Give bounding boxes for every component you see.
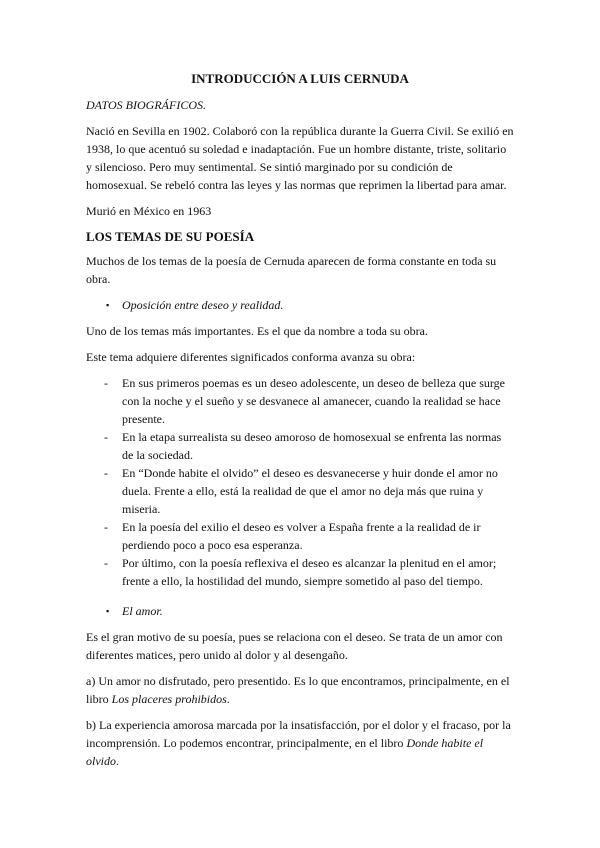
theme2-point-a — [86, 672, 514, 708]
point-b-text: b) La experiencia amorosa marcada por la insatisfacción, por el dolor y el fracaso, por la incomprensión. Lo podemos encontrar, principalmente, en el libro — [86, 718, 511, 750]
dash-icon: - — [104, 520, 108, 534]
bio-paragraph: Nació en Sevilla en 1902. Colaboró con la república durante la Guerra Civil. Se exilió en 1938, lo que acentuó su soledad e inadaptación. Fue un hombre distante, triste, solitario y silencioso. Pero muy sentimental. Se sintió marginado por su condición de homosexual. Se rebeló contra las leyes y las normas que reprimen la libertad para amar. — [86, 124, 514, 192]
point-a-end: . — [226, 692, 230, 706]
list-item-text: Por último, con la poesía reflexiva el deseo es alcanzar la plenitud en el amor; frente a ello, la hostilidad del mundo, siempre sometido al paso del tiempo. — [122, 556, 497, 588]
list-item — [86, 554, 514, 590]
dash-icon: - — [104, 556, 108, 570]
bullet-icon: ▪ — [106, 300, 110, 310]
theme2-label: El amor. — [122, 604, 163, 618]
dash-icon: - — [104, 376, 108, 390]
bio-heading: DATOS BIOGRÁFICOS. — [86, 98, 206, 112]
dash-icon: - — [104, 466, 108, 480]
point-a-book-title: Los placeres prohibidos — [111, 692, 227, 706]
list-item-text: En la etapa surrealista su deseo amoroso de homosexual se enfrenta las normas de la sociedad. — [122, 430, 502, 462]
bullet-icon: ▪ — [106, 606, 110, 616]
dash-icon: - — [104, 430, 108, 444]
theme2-paragraph-1: Es el gran motivo de su poesía, pues se relaciona con el deseo. Se trata de un amor con diferentes matices, pero unido al dolor y al desengaño. — [86, 630, 503, 662]
list-item — [86, 374, 514, 428]
theme1-bullet — [86, 296, 514, 314]
document-title: INTRODUCCIÓN A LUIS CERNUDA — [191, 71, 409, 86]
themes-heading: LOS TEMAS DE SU POESÍA — [86, 229, 255, 244]
theme1-bullet-list — [86, 296, 514, 314]
list-item-text: En “Donde habite el olvido” el deseo es desvanecerse y huir donde el amor no duela. Frente a ello, está la realidad de que el amor no deja más que ruina y miseria. — [122, 466, 498, 516]
list-item — [86, 518, 514, 554]
theme2-point-b — [86, 716, 514, 770]
themes-intro: Muchos de los temas de la poesía de Cernuda aparecen de forma constante en toda su obra. — [86, 254, 497, 286]
list-item-text: En la poesía del exilio el deseo es volver a España frente a la realidad de ir perdiendo poco a poco esa esperanza. — [122, 520, 481, 552]
list-item — [86, 464, 514, 518]
point-b-book-title: Donde habite el olvido — [86, 736, 484, 768]
theme2-bullet-list — [86, 602, 514, 620]
theme1-label: Oposición entre deseo y realidad. — [122, 298, 284, 312]
list-item-text: En sus primeros poemas es un deseo adolescente, un deseo de belleza que surge con la noche y el sueño y se desvanece al amanecer, cuando la realidad se hace presente. — [122, 376, 505, 426]
list-item — [86, 428, 514, 464]
point-a-text: a) Un amor no disfrutado, pero presentido. Es lo que encontramos, principalmente, en el libro — [86, 674, 510, 706]
theme1-paragraph-1: Uno de los temas más importantes. Es el que da nombre a toda su obra. — [86, 324, 428, 338]
theme1-paragraph-2: Este tema adquiere diferentes significados conforma avanza su obra: — [86, 350, 416, 364]
death-paragraph: Murió en México en 1963 — [86, 204, 212, 218]
theme1-dash-list — [86, 374, 514, 590]
point-b-end: . — [116, 754, 119, 768]
theme2-bullet — [86, 602, 514, 620]
